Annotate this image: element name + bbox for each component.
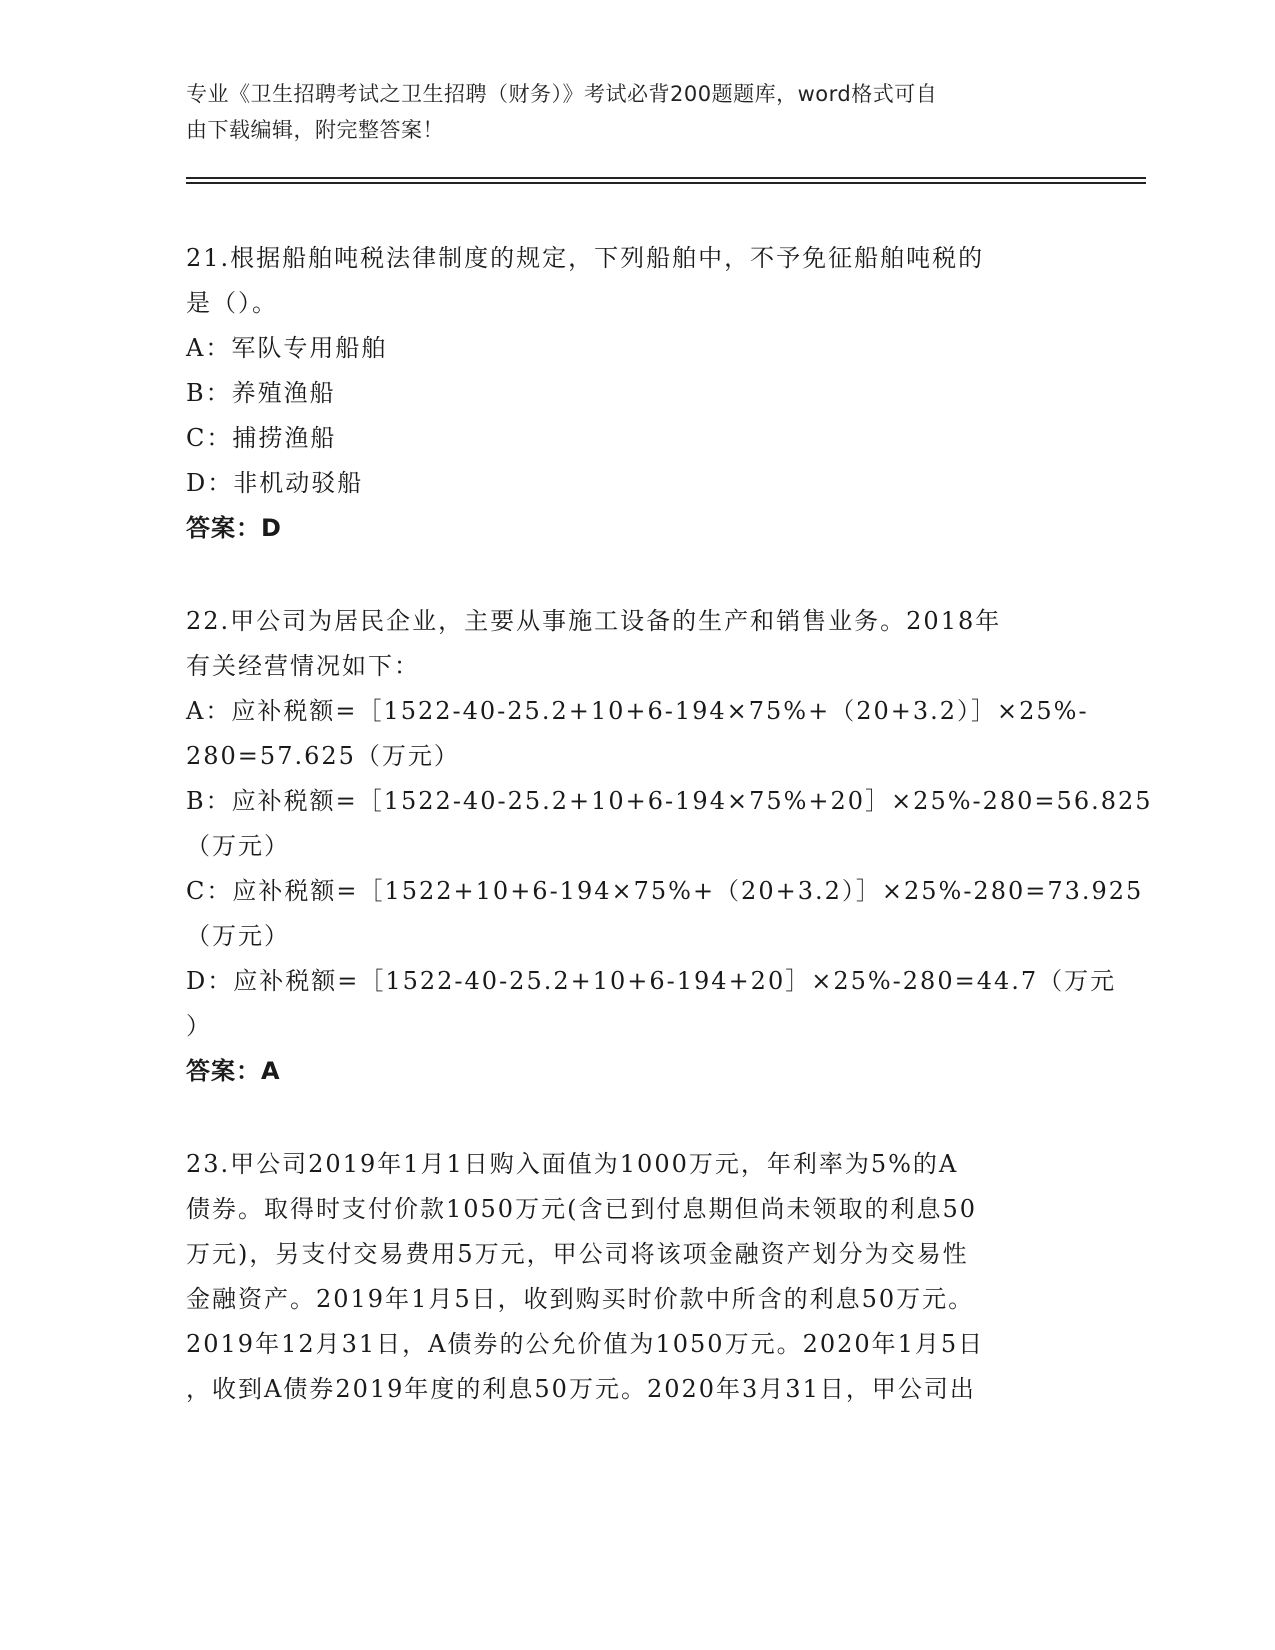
- option-d-continued: ）: [186, 1012, 212, 1040]
- question-text: 22.甲公司为居民企业，主要从事施工设备的生产和销售业务。2018年: [186, 607, 1002, 635]
- question-text: 金融资产。2019年1月5日，收到购买时价款中所含的利息50万元。: [186, 1285, 975, 1313]
- question-22: [186, 599, 1153, 1094]
- question-23: [186, 1142, 1086, 1412]
- question-text: ，收到A债券2019年度的利息50万元。2020年3月31日，甲公司出: [186, 1375, 976, 1403]
- answer-label: 答案：D: [186, 514, 282, 542]
- answer-label: 答案：A: [186, 1057, 281, 1085]
- question-text: 万元)，另支付交易费用5万元，甲公司将该项金融资产划分为交易性: [186, 1240, 969, 1268]
- question-text: 债券。取得时支付价款1050万元(含已到付息期但尚未领取的利息50: [186, 1195, 977, 1223]
- header-line-1: 专业《卫生招聘考试之卫生招聘（财务）》考试必背200题题库，word格式可自: [186, 82, 938, 106]
- header-divider-bottom: [186, 182, 1146, 184]
- option-c-continued: （万元）: [186, 922, 290, 950]
- option-b: B：应补税额=［1522-40-25.2+10+6-194×75%+20］×25%-280=56.825: [186, 787, 1153, 815]
- option-a-continued: 280=57.625（万元）: [186, 742, 460, 770]
- question-text: 23.甲公司2019年1月1日购入面值为1000万元，年利率为5%的A: [186, 1150, 959, 1178]
- option-a: A：应补税额=［1522-40-25.2+10+6-194×75%+（20+3.2）］×25%-: [186, 697, 1089, 725]
- question-text: 有关经营情况如下：: [186, 652, 420, 680]
- option-a: A：军队专用船舶: [186, 334, 388, 362]
- option-b-continued: （万元）: [186, 832, 290, 860]
- question-text: 2019年12月31日，A债券的公允价值为1050万元。2020年1月5日: [186, 1330, 985, 1358]
- question-21: [186, 236, 1086, 551]
- question-list: [186, 236, 1153, 1460]
- option-b: B：养殖渔船: [186, 379, 336, 407]
- document-header: [186, 76, 1066, 148]
- header-line-2: 由下载编辑，附完整答案！: [186, 118, 444, 142]
- header-divider-top: [186, 177, 1146, 179]
- option-d: D：应补税额=［1522-40-25.2+10+6-194+20］×25%-280=44.7（万元: [186, 967, 1117, 995]
- option-c: C：捕捞渔船: [186, 424, 337, 452]
- question-text: 是（）。: [186, 289, 278, 317]
- question-text: 21.根据船舶吨税法律制度的规定，下列船舶中，不予免征船舶吨税的: [186, 244, 985, 272]
- option-d: D：非机动驳船: [186, 469, 364, 497]
- option-c: C：应补税额=［1522+10+6-194×75%+（20+3.2）］×25%-280=73.925: [186, 877, 1144, 905]
